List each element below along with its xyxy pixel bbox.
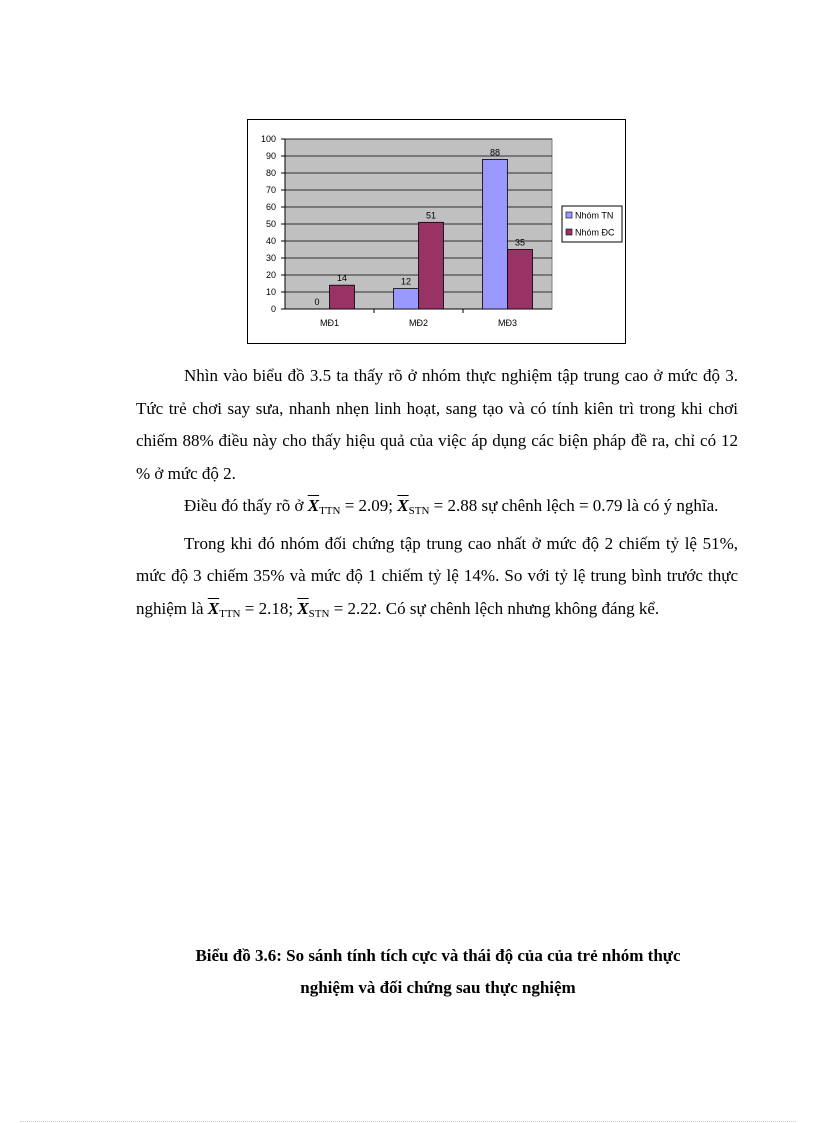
body-text [136,360,738,630]
legend-label-Nhóm ĐC: Nhóm ĐC [575,227,615,238]
bar-Nhóm TN-MĐ2 [394,289,419,309]
paragraph-1: Nhìn vào biểu đồ 3.5 ta thấy rõ ở nhóm thực nghiệm tập trung cao ở mức độ 3. Tức trẻ chơi say sưa, nhanh nhẹn linh hoạt, sang tạo và có tính kiên trì trong khi chơi chiếm 88% điều này cho thấy hiệu quả của việc áp dụng các biện pháp đề ra, chỉ có 12 % ở mức độ 2. [136,366,738,483]
bar-chart [247,119,626,344]
data-label-Nhóm ĐC-MĐ3: 35 [514,237,526,248]
p2-mid: = 2.09; [344,496,394,515]
y-tick-label-80: 80 [265,168,276,178]
p2-pre: Điều đó thấy rõ ở [184,496,304,515]
y-tick-label-40: 40 [265,236,276,246]
bar-Nhóm TN-MĐ3 [483,159,508,309]
figure-caption [150,940,726,1004]
bar-Nhóm ĐC-MĐ1 [330,285,355,309]
data-label-Nhóm TN-MĐ1: 0 [314,297,320,307]
data-label-Nhóm ĐC-MĐ1: 14 [336,273,348,284]
bar-Nhóm ĐC-MĐ3 [508,250,533,310]
caption-line-2: nghiệm và đối chứng sau thực nghiệm [300,978,576,997]
paragraph-2 [136,490,738,528]
legend-swatch-Nhóm ĐC [566,229,572,235]
p3-mean-symbol-1: $\overline{X}$ [207,598,220,618]
p2-subscript-2: STN [408,505,430,517]
data-label-Nhóm TN-MĐ3: 88 [489,147,501,158]
p3-mean-symbol-2: $\overline{X}$ [297,598,309,618]
data-label-Nhóm ĐC-MĐ2: 51 [425,210,437,221]
data-label-Nhóm TN-MĐ2: 12 [400,276,412,287]
paragraph-3 [136,528,738,631]
y-tick-label-100: 100 [260,134,276,144]
p3-pre: Trong khi đó nhóm đối chứng tập trung cao nhất ở mức độ 2 chiếm tỷ lệ 51%, mức độ 3 chiếm 35% và mức độ 1 chiếm tỷ lệ 14%. So với tỷ lệ trung bình trước thực nghiệm là [136,533,738,618]
y-tick-label-90: 90 [265,151,276,161]
p2-mean-symbol-2: $\overline{X}$ [397,496,409,515]
y-tick-label-20: 20 [265,270,276,280]
legend-label-Nhóm TN: Nhóm TN [575,210,614,221]
bar-chart-svg [248,120,625,343]
p3-subscript-1: TTN [219,607,241,620]
x-tick-label-MĐ1: MĐ1 [319,318,340,328]
caption-line-1: Biểu đồ 3.6: So sánh tính tích cực và thái độ của của trẻ nhóm thực [195,946,681,965]
y-tick-label-0: 0 [270,304,276,314]
x-tick-label-MĐ2: MĐ2 [408,318,429,328]
x-tick-label-MĐ3: MĐ3 [497,318,518,328]
y-tick-label-70: 70 [265,185,276,195]
legend-swatch-Nhóm TN [566,212,572,218]
p3-post: = 2.22. Có sự chênh lệch nhưng không đáng kể. [333,598,660,618]
y-tick-label-10: 10 [265,287,276,297]
y-tick-label-50: 50 [265,219,276,229]
p3-mid: = 2.18; [244,598,294,618]
p2-mean-symbol-1: $\overline{X}$ [307,496,320,515]
p2-subscript-1: TTN [319,505,341,517]
bar-Nhóm ĐC-MĐ2 [419,222,444,309]
page-footer-divider [20,1121,796,1122]
p3-subscript-2: STN [308,607,330,620]
y-tick-label-60: 60 [265,202,276,212]
y-tick-label-30: 30 [265,253,276,263]
p2-post: = 2.88 sự chênh lệch = 0.79 là có ý nghĩa. [433,496,719,515]
